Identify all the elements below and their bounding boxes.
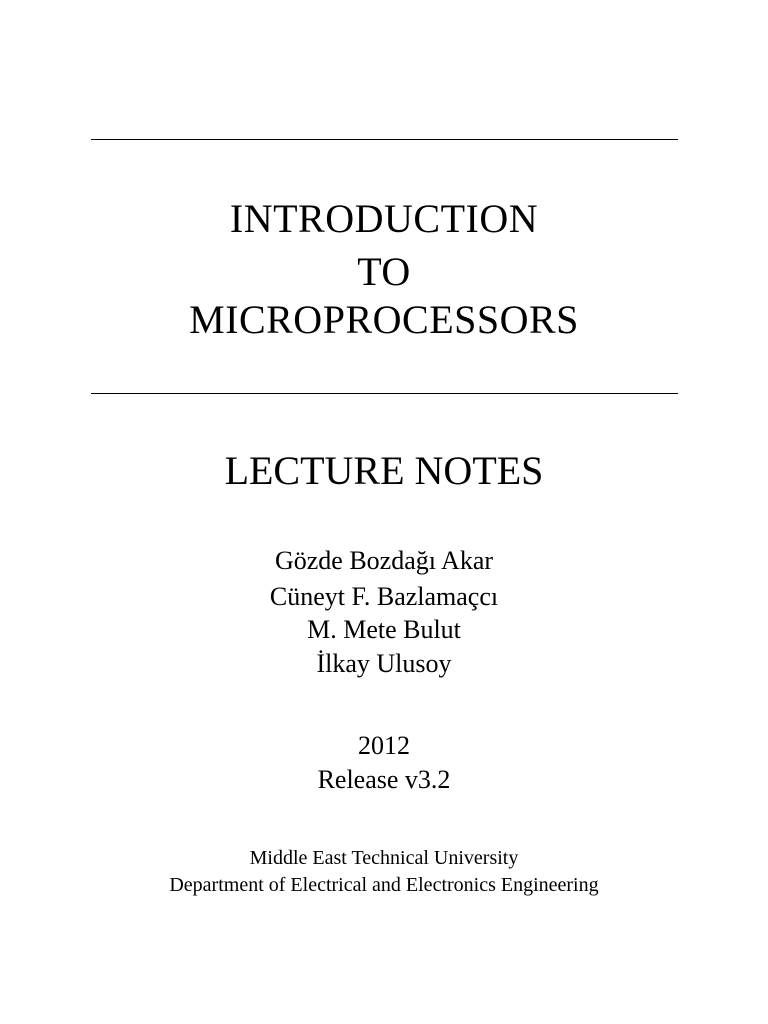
bottom-divider [91, 393, 678, 394]
author-1: Gözde Bozdağı Akar [274, 546, 494, 575]
title-line-3: MICROPROCESSORS [189, 297, 579, 342]
title-line-1: INTRODUCTION [229, 196, 539, 241]
year: 2012 [358, 731, 410, 760]
author-3: M. Mete Bulut [307, 615, 461, 644]
author-4: İlkay Ulusoy [316, 649, 452, 678]
subtitle: LECTURE NOTES [224, 448, 544, 493]
title-line-2: TO [357, 249, 411, 294]
release-version: Release v3.2 [317, 765, 451, 794]
university-name: Middle East Technical University [249, 847, 519, 869]
top-divider [91, 139, 678, 140]
author-2: Cüneyt F. Bazlamaçcı [269, 582, 499, 611]
department-name: Department of Electrical and Electronics Engineering [169, 874, 599, 896]
